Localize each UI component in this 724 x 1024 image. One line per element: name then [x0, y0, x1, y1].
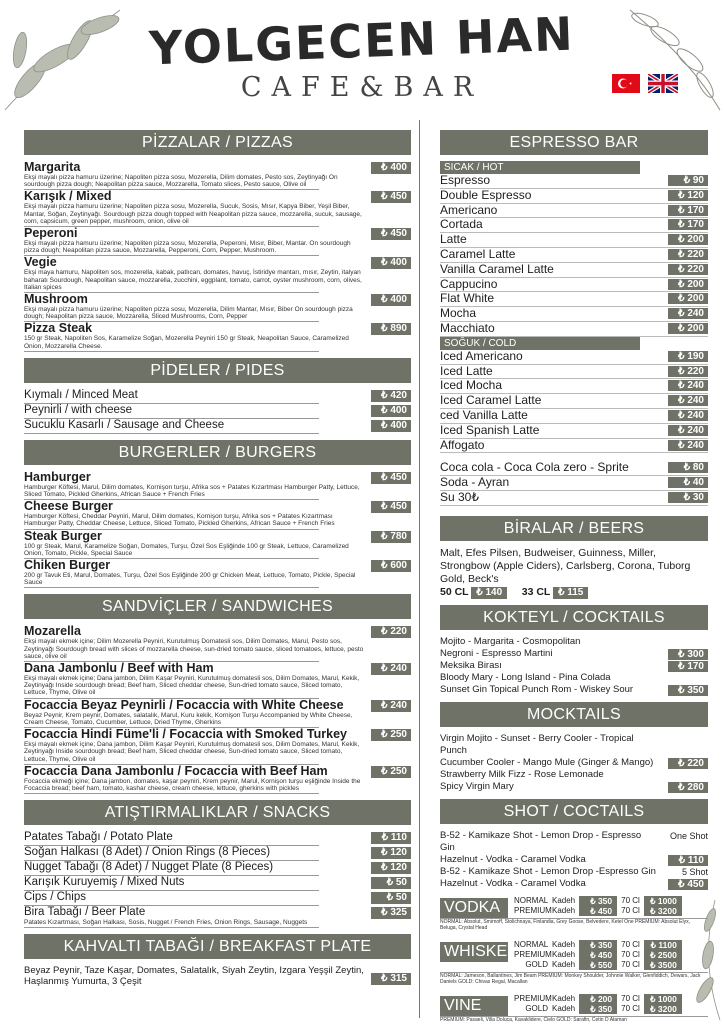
drink-item[interactable]	[440, 233, 708, 248]
price-badge: ₺ 450	[371, 472, 411, 484]
item-name: Chiken Burger	[24, 558, 111, 573]
item-description: Ekşi mayalı pizza hamuru üzerine; Napoliten pizza sosu, Mozerella, Dilim Mantar, Mısır, Biber On sourdough pizza dough; Neapolitan pizza sauce, Mozzarella, Sliced Mushrooms, Corn, Pepper	[24, 306, 353, 321]
price-badge: ₺ 240	[371, 700, 411, 712]
price-badge: ₺ 450	[371, 191, 411, 203]
spirit-rows	[514, 940, 682, 970]
drink-name: Macchiato	[440, 320, 495, 335]
price-badge: ₺ 110	[668, 855, 708, 866]
item-description: 200 gr Tavuk Eti, Marul, Domates, Turşu, Özel Sos Eşliğinde 200 gr Chicken Meat, Lettuce, Tomato, Pickle, Special Sauce	[24, 572, 356, 587]
price-badge: ₺ 450	[579, 906, 617, 916]
price-badge: ₺ 400	[371, 257, 411, 269]
divider	[24, 586, 319, 588]
menu-line[interactable]	[440, 648, 708, 660]
price-badge: ₺ 350	[668, 685, 708, 696]
drink-item[interactable]	[440, 409, 708, 424]
line-text: Virgin Mojito - Sunset - Berry Cooler - Tropical Punch	[440, 732, 634, 756]
line-text: Meksika Birası	[440, 659, 502, 671]
price-badge: ₺ 3200	[644, 1004, 682, 1014]
serving-unit: Kadeh	[552, 895, 576, 905]
menu-line[interactable]	[440, 757, 708, 769]
menu-item[interactable]	[24, 559, 411, 588]
drink-item[interactable]	[440, 174, 708, 189]
menu-item[interactable]	[24, 227, 411, 256]
drink-item[interactable]	[440, 439, 708, 454]
menu-item[interactable]	[24, 190, 411, 227]
sandwich-list	[16, 625, 419, 794]
price-badge: ₺ 220	[371, 626, 411, 638]
serving-unit: Kadeh	[552, 939, 576, 949]
item-description: 100 gr Steak, Marul, Karamelize Soğan, Domates, Turşu, Özel Sos Eşliğinde 100 gr Steak, Lettuce, Caramelized Onion, Tomato, Pickle, Special Sauce	[24, 542, 349, 557]
menu-line[interactable]	[440, 769, 708, 781]
price-badge: ₺ 250	[371, 729, 411, 741]
drink-name: Espresso	[440, 173, 491, 187]
menu-item[interactable]	[24, 500, 411, 529]
item-name: Mushroom	[24, 292, 88, 307]
item-description: 150 gr Steak, Napoliten Sos, Karamelize Soğan, Mozerella Peyniri 150 gr Steak, Neapolitan Sauce, Caramelized Onion, Mozzarella Cheese.	[24, 335, 349, 350]
price-badge: ₺ 450	[668, 879, 708, 890]
price-badge: ₺ 200	[668, 293, 708, 304]
drink-name: Caramel Latte	[440, 246, 516, 261]
line-text: Hazelnut - Vodka - Caramel Vodka	[440, 853, 586, 865]
turkish-flag-icon[interactable]	[612, 74, 640, 93]
price-badge: ₺ 400	[371, 294, 411, 306]
section-title-snacks: ATIŞTIRMALIKLAR / SNACKS	[24, 800, 411, 825]
drink-name: Soda - Ayran	[440, 475, 510, 490]
item-name: Cheese Burger	[24, 499, 113, 514]
subheading-hot: SICAK / HOT	[440, 161, 640, 174]
item-name: Dana Jambonlu / Beef with Ham	[24, 661, 214, 676]
spirit-rows	[514, 896, 682, 916]
burger-list	[16, 471, 419, 589]
price-badge: ₺ 50	[371, 892, 411, 904]
price-badge: ₺ 115	[553, 587, 588, 599]
price-badge: ₺ 220	[668, 264, 708, 275]
drink-item[interactable]	[440, 307, 708, 322]
price-badge: ₺ 1000	[644, 896, 682, 906]
drink-name: Iced Americano	[440, 348, 523, 363]
food-column	[16, 120, 420, 1018]
section-title-mocktails: MOCKTAILS	[440, 702, 708, 727]
spirit-block[interactable]	[440, 994, 708, 1024]
spirit-block[interactable]	[440, 896, 708, 932]
serving-unit: Kadeh	[552, 959, 576, 969]
spirit-brands-note: NORMAL: Absolut, Smirnoff, Stolichnaya, Finlandia, Grey Goose, Belvedere, Ketel One PREMIUM: Absolut Elyx, Beluga, Crystal Head	[440, 918, 708, 931]
price-badge: ₺ 110	[371, 832, 411, 844]
price-badge: ₺ 170	[668, 205, 708, 216]
item-description: Ekşi mayalı pizza hamuru üzerine; Napoliten pizza sosu, Mozerella, Peperoni, Mısır, Biber, Mantar. On sourdough pizza dough; Neapolitan pizza sauce, Mozzarella, Pepperoni, Corn, Pepper, Mushroom.	[24, 240, 351, 255]
section-title-beers: BİRALAR / BEERS	[440, 516, 708, 541]
price-badge: ₺ 40	[668, 477, 708, 488]
spirit-title: VODKA	[440, 898, 508, 918]
item-description: Patates Kızartması, Soğan Halkası, Sosis, Nugget / French Fries, Onion Rings, Sausage, Nuggets	[24, 919, 308, 927]
price-badge: ₺ 120	[668, 190, 708, 201]
menu-line[interactable]	[440, 684, 708, 696]
drink-item[interactable]	[440, 248, 708, 263]
drink-name: Vanilla Caramel Latte	[440, 261, 554, 276]
price-badge: ₺ 350	[579, 896, 617, 906]
item-name: Peynirli / with cheese	[24, 403, 133, 416]
price-badge: ₺ 80	[668, 462, 708, 473]
drink-name: Iced Latte	[440, 363, 493, 378]
shot-count-label: 5 Shot	[681, 866, 708, 877]
price-badge: ₺ 190	[668, 351, 708, 362]
drink-name: Iced Spanish Latte	[440, 422, 540, 437]
item-name: Vegie	[24, 255, 57, 270]
section-title-pizzas: PİZZALAR / PIZZAS	[24, 130, 411, 155]
item-name: Focaccia Hindi Füme'li / Focaccia with Smoked Turkey	[24, 727, 347, 742]
price-badge: ₺ 240	[668, 380, 708, 391]
bottle-size: 70 Cl	[621, 949, 640, 959]
price-badge: ₺ 200	[579, 994, 617, 1004]
breakfast-description: Beyaz Peynir, Taze Kaşar, Domates, Salatalık, Siyah Zeytin, Izgara Yeşşil Zeytin, Haşlanmış Yumurta, 3 Çeşit	[24, 965, 364, 988]
item-description: Ekşi mayalı pizza hamuru üzerine; Napoliten pizza sosu, Mozerella, Dilim domates, Pesto sos, Zeytinyağı On sourdough pizza dough; Neapolitan pizza sauce, Mozzarella, Tomato slices, Pesto sauce, Olive oil	[24, 174, 338, 189]
brand-name: YOLGECEN HAN	[148, 6, 576, 76]
line-text: Bloody Mary - Long Island - Pina Colada	[440, 671, 611, 683]
bottle-size: 70 Cl	[621, 1003, 640, 1013]
drink-name: Cortada	[440, 217, 483, 232]
drink-name: Americano	[440, 202, 498, 217]
menu-item[interactable]	[24, 728, 411, 765]
menu-line[interactable]	[440, 636, 708, 648]
line-text: Cucumber Cooler - Mango Mule (Ginger & Mango)	[440, 756, 654, 768]
price-badge: ₺ 240	[371, 663, 411, 675]
price-badge: ₺ 600	[371, 560, 411, 572]
menu-line[interactable]	[440, 866, 708, 878]
drink-item[interactable]	[440, 365, 708, 380]
price-badge: ₺ 780	[371, 531, 411, 543]
menu-item[interactable]	[24, 699, 411, 728]
section-title-breakfast: KAHVALTI TABAĞI / BREAKFAST PLATE	[24, 934, 411, 959]
price-badge: ₺ 280	[668, 782, 708, 793]
beer-size-50cl: 50 CL	[440, 585, 469, 598]
item-name: Karışık / Mixed	[24, 189, 112, 204]
drink-name: Cappucino	[440, 276, 498, 291]
price-badge: ₺ 30	[668, 492, 708, 503]
price-badge: ₺ 240	[668, 395, 708, 406]
price-badge: ₺ 1000	[644, 994, 682, 1004]
beer-prices	[440, 586, 708, 599]
serving-unit: Kadeh	[552, 905, 576, 915]
menu-item[interactable]	[24, 389, 411, 404]
item-name: Steak Burger	[24, 528, 102, 543]
spirit-row	[514, 1004, 682, 1014]
spirit-title: WHISKEY	[440, 942, 508, 962]
menu-item[interactable]	[24, 293, 411, 322]
section-title-burgers: BURGERLER / BURGERS	[24, 440, 411, 465]
item-name: Nugget Tabağı (8 Adet) / Nugget Plate (8 Pieces)	[24, 861, 274, 874]
price-badge: ₺ 550	[579, 960, 617, 970]
uk-flag-icon[interactable]	[648, 74, 678, 93]
item-name: Pizza Steak	[24, 321, 93, 336]
price-badge: ₺ 140	[471, 587, 507, 599]
drinks-column	[440, 120, 708, 1023]
menu-item[interactable]	[24, 419, 411, 434]
price-badge: ₺ 200	[668, 234, 708, 245]
spirit-row	[514, 950, 682, 960]
price-badge: ₺ 400	[371, 162, 411, 174]
spirit-tier: NORMAL	[514, 895, 549, 905]
spirit-row	[514, 994, 682, 1004]
item-name: Bira Tabağı / Beer Plate	[24, 906, 146, 919]
section-title-espresso: ESPRESSO BAR	[440, 130, 708, 155]
item-name: Soğan Halkası (8 Adet) / Onion Rings (8 Pieces)	[24, 846, 271, 859]
menu-line[interactable]	[440, 672, 708, 684]
bottle-size: 70 Cl	[621, 939, 640, 949]
spirit-row	[514, 940, 682, 950]
spirit-tier: PREMIUM	[514, 993, 552, 1003]
price-badge: ₺ 240	[668, 425, 708, 436]
menu-line[interactable]	[440, 854, 708, 866]
item-description: Hamburger Köftesi, Marul, Dilim domates, Kornişon turşu, Afrika sos + Patates Kızartması Hamburger Patty, Lettuce, Sliced Tomato, Pickled Gherkins, African Sauce + French Fries	[24, 483, 360, 499]
hot-drink-list	[440, 174, 708, 337]
price-badge: ₺ 400	[371, 420, 411, 432]
cocktail-list	[440, 636, 708, 696]
spirit-row	[514, 960, 682, 970]
item-name: Mozarella	[24, 624, 81, 639]
price-badge: ₺ 450	[371, 228, 411, 240]
section-title-cocktails: KOKTEYL / COCKTAILS	[440, 605, 708, 630]
price-badge: ₺ 170	[668, 219, 708, 230]
item-name: Peperoni	[24, 226, 78, 241]
price-badge: ₺ 420	[371, 390, 411, 402]
spirit-brands-note: NORMAL: Jameson, Ballantines, Jim Beam PREMIUM: Monkey Shoulder, Johnnie Walker, Glenfiddich, Dewars, Jack Daniels GOLD: Chivas Regal, Macallan	[440, 972, 708, 985]
price-badge: ₺ 220	[668, 758, 708, 769]
line-text: Spicy Virgin Mary	[440, 780, 514, 792]
price-badge: ₺ 1100	[644, 940, 682, 950]
drink-item[interactable]	[440, 204, 708, 219]
item-description: Hamburger Köftesi, Cheddar Peyniri, Marul, Dilim domates, Kornişon turşu, Afrika sos + Patates Kızartması Hamburger Patty, Cheddar Cheese, Lettuce, Sliced Tomato, Pickled Gherkins, African Sauce + French Fries	[24, 513, 335, 528]
price-badge: ₺ 200	[668, 323, 708, 334]
spirit-list	[440, 896, 708, 1024]
item-name: Margarita	[24, 160, 81, 174]
line-text: Strawberry Milk Fizz - Rose Lemonade	[440, 768, 604, 780]
menu-item[interactable]	[24, 891, 411, 906]
price-badge: ₺ 350	[579, 1004, 617, 1014]
cold-drink-list	[440, 350, 708, 454]
menu-item[interactable]	[24, 765, 411, 794]
beer-size-33cl: 33 CL	[521, 585, 551, 598]
item-description: Focaccia ekmeği içine; Dana jambon, domates, kaşar peyniri, Krem peynir, Marul, Kornişon turşu eşliğinde Inside the Focaccia bread; beef ham, tomato, kashar cheese, cream cheese, lettuce, gherkins with pickles	[24, 777, 361, 792]
menu-line[interactable]	[440, 830, 708, 854]
drink-name: Affogato	[440, 437, 485, 452]
item-description: Ekşi mayalı ekmek içine; Dilim Mozerella Peyniri, Kurutulmuş Domatesli sos, Dilim Domates, Marul, Pesto sos, Zeytinyağı Sourdough bread with slices of mozzarella cheese, sun-dried tomato sauce, sliced tomatoes, lettuce, pesto sauce, olive oil	[24, 638, 364, 660]
spirit-brands-note: PREMIUM: Pasaeli, Villa Doluca, Kavaklidere, Cielo GOLD: Sarafin, Cetin D Ataman	[440, 1016, 708, 1023]
price-badge: ₺ 2500	[644, 950, 682, 960]
line-text: B-52 - Kamikaze Shot - Lemon Drop -Espresso Gin	[440, 865, 656, 877]
drink-item[interactable]	[440, 263, 708, 278]
price-badge: ₺ 890	[371, 323, 411, 335]
section-title-pides: PİDELER / PIDES	[24, 358, 411, 383]
beer-list-text: Malt, Efes Pilsen, Budweiser, Guinness, Miller, Strongbow (Apple Ciders), Carlsberg, Corona, Tuborg Gold, Beck's	[440, 546, 691, 585]
menu-item[interactable]	[24, 625, 411, 662]
drink-name: Su 30₺	[440, 489, 479, 504]
price-badge: ₺ 220	[668, 366, 708, 377]
serving-unit: Kadeh	[552, 993, 576, 1003]
line-text: Negroni - Espresso Martini	[440, 647, 553, 659]
item-description: Ekşi mayalı pizza hamuru üzerine; Napoliten pizza sosu, Mozerella, Sucuk, Sosis, Mısır, Kapya Biber, Yeşil Biber, Mantar, Soğan, Zeytinyağı. Sourdough pizza dough topped with Neapolitan pizza sauce, mozzarella, sucuk, sausage, corn, capsicum, green pepper, mushroom, onion, olive oil	[24, 203, 362, 225]
price-badge: ₺ 240	[668, 410, 708, 421]
shot-list	[440, 830, 708, 890]
price-badge: ₺ 240	[668, 440, 708, 451]
drink-item[interactable]	[440, 322, 708, 337]
drink-item[interactable]	[440, 461, 708, 476]
drink-name: Iced Caramel Latte	[440, 393, 542, 408]
drink-item[interactable]	[440, 394, 708, 409]
soft-drink-list	[440, 461, 708, 505]
item-name: Kıymalı / Minced Meat	[24, 388, 138, 401]
spirit-title: VINE	[440, 996, 508, 1016]
drink-item[interactable]	[440, 379, 708, 394]
divider	[24, 926, 319, 928]
price-badge: ₺ 120	[371, 862, 411, 874]
bottle-size: 70 Cl	[621, 993, 640, 1003]
snack-list	[16, 831, 419, 928]
subheading-cold: SOĞUK / COLD	[440, 337, 640, 350]
drink-item[interactable]	[440, 278, 708, 293]
item-description: Ekşi maya hamuru, Napoliten sos, mozerella, kabak, patlıcan, domates, havuç, İstiridye mantarı, mısır, Zeytin, italyan baharatı Sourdough, Neapolitan sauce, mozzarella, zucchini, eggplant, tomato, carrot, oyster mushroom, corn, olives, Italian spices	[24, 269, 362, 291]
shot-count-label: One Shot	[669, 830, 708, 841]
menu-item[interactable]	[24, 322, 411, 351]
price-badge: ₺ 300	[668, 649, 708, 660]
serving-unit: Kadeh	[552, 949, 576, 959]
menu-item[interactable]	[24, 256, 411, 293]
menu-line[interactable]	[440, 781, 708, 793]
line-text: Mojito - Margarita - Cosmopolitan	[440, 635, 581, 647]
spirit-tier: GOLD	[525, 959, 548, 969]
drink-item[interactable]	[440, 424, 708, 439]
mocktail-list	[440, 733, 708, 793]
menu-item[interactable]	[24, 404, 411, 419]
price-badge: ₺ 170	[668, 661, 708, 672]
drink-item[interactable]	[440, 491, 708, 506]
section-title-shots: SHOT / COCTAILS	[440, 799, 708, 824]
item-description: Ekşi mayalı ekmek içine; Dana jambon, Dilim Kaşar Peyniri, Kurutulmuş domatesli sos, Dilim Domates, Marul, Kekik, Zeytinyağı Inside sourdough bread; Beef ham, Sliced cheddar cheese, Sun-dried tomato sauce, Sliced tomato, Lettuce, Thyme, Olive oil	[24, 741, 360, 763]
item-name: Cips / Chips	[24, 891, 86, 904]
price-badge: ₺ 250	[371, 766, 411, 778]
price-badge: ₺ 200	[668, 279, 708, 290]
price-badge: ₺ 450	[371, 501, 411, 513]
menu-item[interactable]	[24, 861, 411, 876]
spirit-rows	[514, 994, 682, 1014]
item-name: Sucuklu Kasarlı / Sausage and Cheese	[24, 418, 225, 431]
bottle-size: 70 Cl	[621, 895, 640, 905]
price-badge: ₺ 120	[371, 847, 411, 859]
price-badge: ₺ 450	[579, 950, 617, 960]
drink-item[interactable]	[440, 292, 708, 307]
item-name: Hamburger	[24, 469, 91, 484]
item-description: Ekşi mayalı ekmek içine; Dana jambon, Dilim Kaşar Peyniri, Kurutulmuş domatesli sos, Dilim Domates, Marul, Kekik, Zeytinyağı Inside sourdough bread; Beef ham, Sliced cheddar cheese, Sun-dried tomato sauce, Sliced tomato, Lettuce, Thyme, Olive oil	[24, 675, 360, 697]
brand-subtitle: CAFE&BAR	[240, 72, 484, 103]
price-badge: ₺ 50	[371, 877, 411, 889]
menu-line[interactable]	[440, 733, 708, 757]
price-badge: ₺ 90	[668, 175, 708, 186]
menu-item[interactable]	[24, 906, 411, 928]
serving-unit: Kadeh	[552, 1003, 576, 1013]
spirit-tier: GOLD	[525, 1003, 548, 1013]
drink-item[interactable]	[440, 350, 708, 365]
item-name: Patates Tabağı / Potato Plate	[24, 831, 173, 844]
spirit-row	[514, 896, 682, 906]
price-badge: ₺ 315	[371, 973, 411, 985]
drink-item[interactable]	[440, 189, 708, 204]
menu-item[interactable]	[24, 530, 411, 559]
drink-name: ced Vanilla Latte	[440, 407, 528, 422]
spirit-tier: PREMIUM	[514, 949, 552, 959]
menu-item[interactable]	[24, 471, 411, 500]
drink-name: Iced Mocha	[440, 378, 503, 393]
menu-item[interactable]	[24, 965, 411, 987]
item-name: Focaccia Dana Jambonlu / Focaccia with Beef Ham	[24, 763, 328, 778]
divider	[24, 792, 319, 794]
drink-name: Double Espresso	[440, 187, 532, 202]
price-badge: ₺ 220	[668, 249, 708, 260]
drink-name: Latte	[440, 232, 467, 247]
drink-name: Mocha	[440, 306, 477, 321]
line-text: Sunset Gin Topical Punch Rom - Wiskey Sour	[440, 683, 634, 695]
pizza-list	[16, 161, 419, 352]
item-name: Focaccia Beyaz Peynirli / Focaccia with White Cheese	[24, 697, 344, 712]
price-badge: ₺ 325	[371, 907, 411, 919]
price-badge: ₺ 350	[579, 940, 617, 950]
menu-item[interactable]	[24, 876, 411, 891]
section-title-sandwiches: SANDVİÇLER / SANDWICHES	[24, 594, 411, 619]
spirit-tier: NORMAL	[514, 939, 549, 949]
menu-item[interactable]	[24, 831, 411, 846]
drink-item[interactable]	[440, 218, 708, 233]
item-name: Karışık Kuruyemiş / Mixed Nuts	[24, 876, 185, 889]
bottle-size: 70 Cl	[621, 905, 640, 915]
divider	[24, 432, 319, 434]
price-badge: ₺ 400	[371, 405, 411, 417]
pide-list	[16, 389, 419, 434]
spirit-tier: PREMIUM	[514, 905, 552, 915]
spirit-row	[514, 906, 682, 916]
line-text: Hazelnut - Vodka - Caramel Vodka	[440, 877, 586, 889]
price-badge: ₺ 3500	[644, 960, 682, 970]
price-badge: ₺ 240	[668, 308, 708, 319]
drink-name: Coca cola - Coca Cola zero - Sprite	[440, 460, 629, 475]
drink-item[interactable]	[440, 476, 708, 491]
menu-line[interactable]	[440, 660, 708, 672]
menu-item[interactable]	[24, 846, 411, 861]
bottle-size: 70 Cl	[621, 959, 640, 969]
item-description: Beyaz Peynir, Krem peynir, Domates, salatalık, Marul, Kuru kekik, Kornişon Turşu Accompanied by White Cheese, Cream Cheese, Tomato, Cucumber, Lettuce, Dried Thyme, Gherkins	[24, 711, 353, 726]
menu-item[interactable]	[24, 662, 411, 699]
drink-name: Flat White	[440, 291, 495, 306]
line-text: B-52 - Kamikaze Shot - Lemon Drop - Espresso Gin	[440, 829, 642, 853]
price-badge: ₺ 3200	[644, 906, 682, 916]
spirit-block[interactable]	[440, 940, 708, 986]
menu-item[interactable]	[24, 161, 411, 190]
menu-line[interactable]	[440, 878, 708, 890]
divider	[24, 350, 319, 352]
